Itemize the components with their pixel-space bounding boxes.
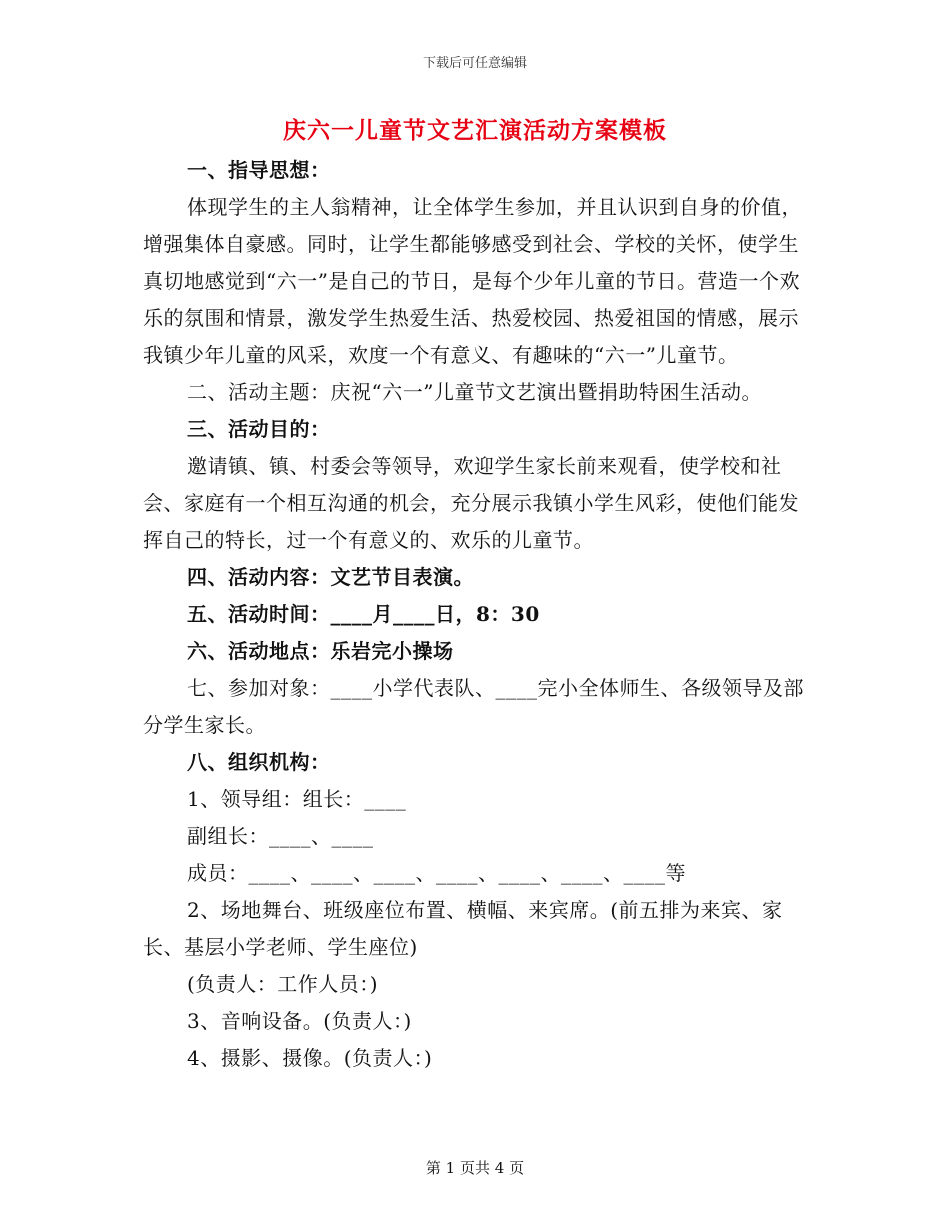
section-1-heading: 一、指导思想： — [187, 158, 331, 182]
section-8-item-1: 1、领导组：组长：____ — [187, 787, 407, 811]
page-footer: 第 1 页共 4 页 — [425, 1159, 525, 1177]
section-8-item-1-members: 成员：____、____、____、____、____、____、____等 — [187, 861, 686, 885]
section-8-item-4: 4、摄影、摄像。(负责人：) — [187, 1046, 433, 1070]
section-8-heading: 八、组织机构： — [187, 750, 331, 774]
section-6-location: 六、活动地点：乐岩完小操场 — [187, 639, 454, 663]
document-title: 庆六一儿童节文艺汇演活动方案模板 — [283, 117, 667, 144]
document-body — [143, 152, 815, 1077]
section-8-item-3: 3、音响设备。(负责人：) — [187, 1009, 412, 1033]
section-3-heading: 三、活动目的： — [187, 417, 331, 441]
section-8-item-2: 2、场地舞台、班级座位布置、横幅、来宾席。(前五排为来宾、家长、基层小学老师、学生座位) — [143, 898, 783, 959]
header-note: 下载后可任意编辑 — [422, 56, 527, 71]
section-7-participants: 七、参加对象：____小学代表队、____完小全体师生、各级领导及部分学生家长。 — [143, 676, 804, 737]
section-4-content: 四、活动内容：文艺节目表演。 — [187, 565, 474, 589]
section-8-item-1-vice: 副组长：____、____ — [187, 824, 374, 848]
section-3-body: 邀请镇、镇、村委会等领导，欢迎学生家长前来观看，使学校和社会、家庭有一个相互沟通的机会，充分展示我镇小学生风彩，使他们能发挥自己的特长，过一个有意义的、欢乐的儿童节。 — [143, 454, 799, 552]
section-1-body: 体现学生的主人翁精神，让全体学生参加，并且认识到自身的价值，增强集体自豪感。同时，让学生都能够感受到社会、学校的关怀，使学生真切地感觉到“六一”是自己的节日，是每个少年儿童的节日。营造一个欢乐的氛围和情景，激发学生热爱生活、热爱校园、热爱祖国的情感，展示我镇少年儿童的风采，欢度一个有意义、有趣味的“六一”儿童节。 — [143, 195, 802, 367]
section-5-time: 五、活动时间：____月____日，8：30 — [187, 602, 540, 626]
section-2-theme: 二、活动主题：庆祝“六一”儿童节文艺演出暨捐助特困生活动。 — [187, 380, 762, 404]
section-8-item-2-responsible: (负责人：工作人员：) — [187, 972, 379, 996]
